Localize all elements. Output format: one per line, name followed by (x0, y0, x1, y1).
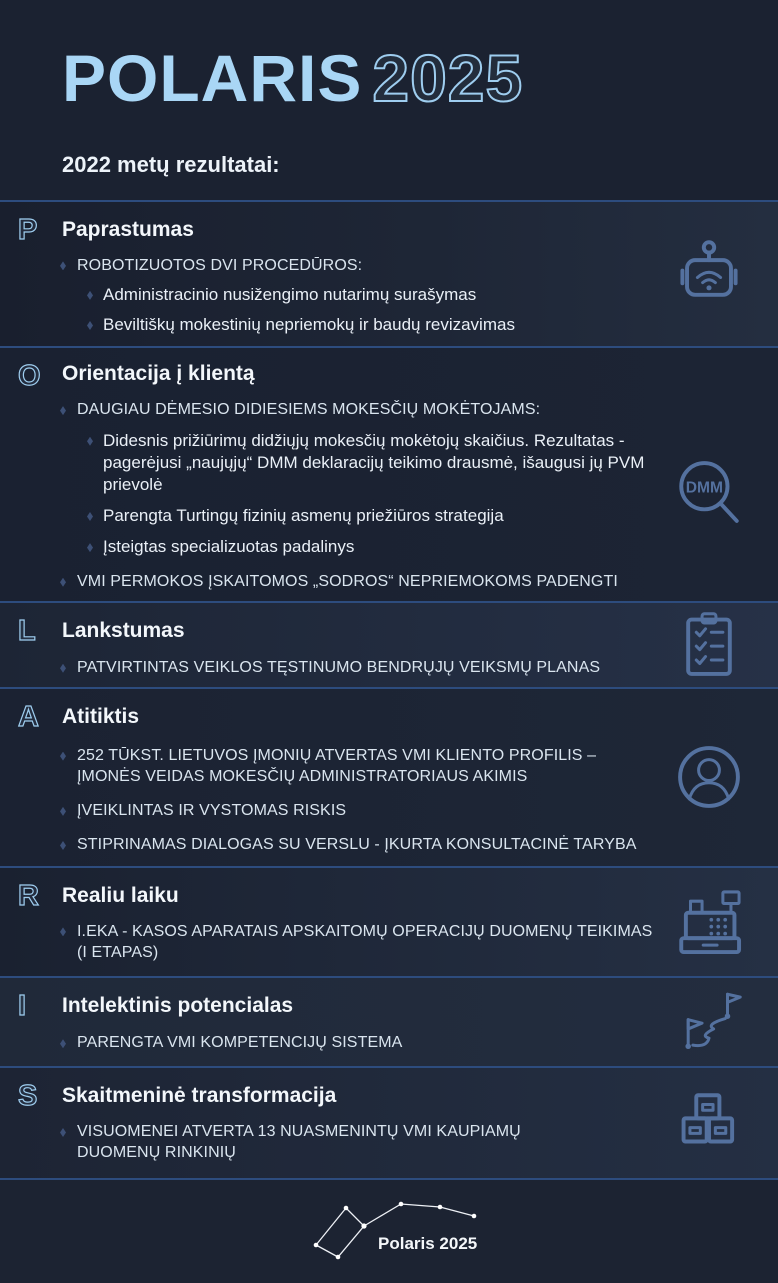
little-dipper-constellation-icon (0, 1180, 778, 1283)
section-orientacija (0, 346, 778, 601)
diamond-bullet-icon (87, 512, 93, 521)
list-item: Beviltiškų mokestinių nepriemokų ir baudų revizavimas (62, 314, 658, 336)
section-title: Lankstumas (62, 619, 185, 643)
section-skaitmenine (0, 1066, 778, 1178)
list-item: PATVIRTINTAS VEIKLOS TĘSTINUMO BENDRŲJŲ VEIKSMŲ PLANAS (62, 657, 658, 678)
list-item: PARENGTA VMI KOMPETENCIJŲ SISTEMA (62, 1032, 658, 1053)
route-flags-icon (672, 985, 746, 1059)
list-item: 252 TŪKST. LIETUVOS ĮMONIŲ ATVERTAS VMI KLIENTO PROFILIS – ĮMONĖS VEIDAS MOKESČIŲ ADMINISTRATORIAUS AKIMIS (62, 745, 647, 787)
list-item: Parengta Turtingų fizinių asmenų priežiūros strategija (62, 505, 647, 527)
svg-text:DMM: DMM (685, 480, 723, 497)
section-realiu-laiku (0, 866, 778, 977)
list-item: STIPRINAMAS DIALOGAS SU VERSLU - ĮKURTA KONSULTACINĖ TARYBA (62, 834, 647, 855)
footer-label: Polaris 2025 (378, 1234, 478, 1254)
diamond-bullet-icon (60, 406, 66, 415)
section-title: Orientacija į klientą (62, 362, 255, 386)
diamond-bullet-icon (60, 807, 66, 816)
diamond-bullet-icon (60, 578, 66, 587)
list-item: VMI PERMOKOS ĮSKAITOMOS „SODROS“ NEPRIEMOKOMS PADENGTI (62, 571, 647, 592)
diamond-bullet-icon (87, 543, 93, 552)
list-item: Įsteigtas specializuotas padalinys (62, 536, 647, 558)
list-item: DAUGIAU DĖMESIO DIDIESIEMS MOKESČIŲ MOKĖTOJAMS: (62, 399, 647, 420)
diamond-bullet-icon (60, 1039, 66, 1048)
diamond-bullet-icon (60, 752, 66, 761)
robot-icon (672, 237, 746, 311)
diamond-bullet-icon (60, 261, 66, 270)
list-item: ROBOTIZUOTOS DVI PROCEDŪROS: (62, 255, 658, 276)
page-title (62, 40, 523, 116)
section-letter: L (18, 615, 36, 648)
title-2025: 2025 (372, 41, 524, 115)
section-intelektinis (0, 976, 778, 1066)
section-letter: P (18, 213, 38, 246)
section-letter: I (18, 990, 27, 1023)
section-title: Paprastumas (62, 217, 194, 241)
diamond-bullet-icon (87, 321, 93, 330)
list-item: I.EKA - KASOS APARATAIS APSKAITOMŲ OPERACIJŲ DUOMENŲ TEIKIMAS (I ETAPAS) (62, 921, 658, 963)
diamond-bullet-icon (60, 841, 66, 850)
section-paprastumas (0, 200, 778, 347)
title-polaris: POLARIS (62, 41, 363, 115)
diamond-bullet-icon (60, 1128, 66, 1137)
magnifier-dmm-icon (672, 455, 746, 529)
section-atitiktis (0, 687, 778, 866)
section-title: Intelektinis potencialas (62, 994, 294, 1018)
section-title: Skaitmeninė transformacija (62, 1084, 337, 1108)
diamond-bullet-icon (87, 291, 93, 300)
cash-register-icon (672, 885, 746, 959)
section-letter: A (18, 700, 39, 733)
list-item: ĮVEIKLINTAS IR VYSTOMAS RISKIS (62, 800, 647, 821)
diamond-bullet-icon (60, 927, 66, 936)
list-item: VISUOMENEI ATVERTA 13 NUASMENINTŲ VMI KAUPIAMŲ DUOMENŲ RINKINIŲ (62, 1121, 542, 1163)
section-title: Atitiktis (62, 704, 140, 728)
list-item: Didesnis prižiūrimų didžiųjų mokesčių mokėtojų skaičius. Rezultatas - pagerėjusi „naujųjų“ DMM deklaracijų teikimo drausmė, išaugusi jų PVM prievolė (62, 430, 647, 496)
stacked-boxes-icon (672, 1086, 746, 1160)
diamond-bullet-icon (87, 437, 93, 446)
section-letter: R (18, 879, 39, 912)
list-item: Administracinio nusižengimo nutarimų surašymas (62, 284, 658, 306)
section-title: Realiu laiku (62, 883, 179, 907)
section-lankstumas (0, 601, 778, 687)
footer (0, 1178, 778, 1283)
subtitle: 2022 metų rezultatai: (62, 152, 280, 177)
section-letter: O (18, 360, 41, 393)
checklist-clipboard-icon (672, 608, 746, 682)
user-profile-icon (672, 740, 746, 814)
section-letter: S (18, 1080, 38, 1113)
header (0, 0, 778, 200)
diamond-bullet-icon (60, 664, 66, 673)
